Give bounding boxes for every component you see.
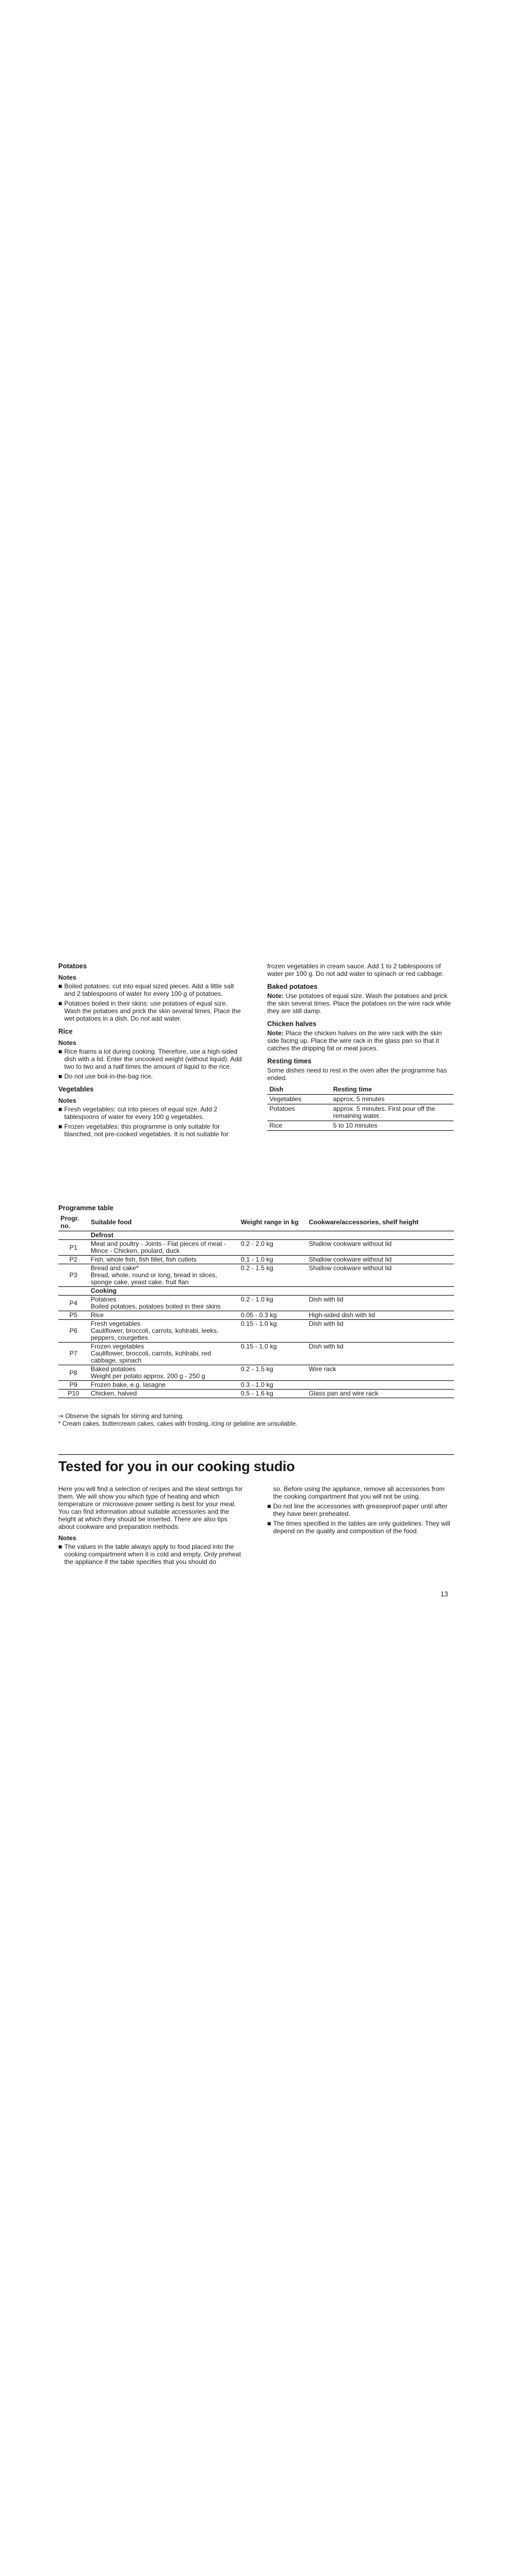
section-label: Defrost: [89, 1231, 454, 1240]
list-item: ■ Do not line the accessories with greaseproof paper until after they have been preheated.: [267, 1502, 448, 1518]
vegetables-notes-list: [58, 1105, 245, 1138]
table-cell: 5 to 10 minutes: [331, 1121, 453, 1131]
list-item: ■ The values in the table always apply to food placed into the cooking compartment when it is cold and empty. Only preheat the appliance if the table specifies that you should do: [58, 1543, 241, 1566]
table-cell: 0.2 - 1.0 kg: [239, 1296, 307, 1311]
table-cell: Vegetables: [267, 1095, 331, 1104]
potatoes-notes-heading: Notes: [58, 974, 77, 981]
programme-table-body: [58, 1231, 454, 1398]
table-row: [58, 1296, 454, 1311]
table-section-row: [58, 1231, 454, 1240]
table-cell: 0.5 - 1.6 kg: [239, 1390, 307, 1398]
table-cell: 0.1 - 1.0 kg: [239, 1256, 307, 1264]
table-cell: P7: [58, 1343, 89, 1365]
table-cell: 0.2 - 1.5 kg: [239, 1365, 307, 1381]
bullet-icon: ■: [58, 1073, 63, 1080]
table-cell: Meat and poultry - Joints - Flat pieces of meat - Mince - Chicken, poulard, duck: [89, 1240, 239, 1256]
table-row: [58, 1381, 454, 1390]
resting-times-heading: Resting times: [267, 1057, 311, 1065]
table-cell: Shallow cookware without lid: [307, 1256, 454, 1264]
table-cell: Frozen bake, e.g. lasagne: [89, 1381, 239, 1390]
table-cell: Dish with lid: [307, 1296, 454, 1311]
bullet-icon: ■: [58, 1123, 63, 1130]
tested-right-column: [267, 1485, 453, 1537]
table-row: [58, 1390, 454, 1398]
vegetables-heading: Vegetables: [58, 1085, 94, 1093]
tested-notes-heading: Notes: [58, 1534, 77, 1542]
bullet-icon: ■: [267, 1502, 272, 1510]
table-cell: Potatoes: [267, 1104, 331, 1121]
column-header: Suitable food: [89, 1213, 239, 1231]
table-row: [58, 1240, 454, 1256]
bullet-icon: ■: [58, 1543, 63, 1550]
table-header-row: [267, 1085, 453, 1095]
page-number: 13: [441, 1590, 448, 1598]
tested-notes-continued: so. Before using the appliance, remove all accessories from the cooking compartment that you will not be using.: [273, 1485, 445, 1500]
programme-table-title: Programme table: [58, 1204, 114, 1212]
tested-left-column: [58, 1485, 245, 1568]
left-column: [58, 962, 245, 1140]
bullet-icon: ■: [267, 1520, 272, 1527]
table-cell: approx. 5 minutes: [331, 1095, 453, 1104]
table-cell: P3: [58, 1264, 89, 1287]
list-item: ■ Do not use boil-in-the-bag rice.: [58, 1073, 153, 1080]
chicken-halves-heading: Chicken halves: [267, 1020, 317, 1028]
tested-notes-list-right: [267, 1502, 453, 1535]
rice-notes-heading: Notes: [58, 1039, 77, 1047]
table-cell: Shallow cookware without lid: [307, 1264, 454, 1287]
tested-intro: Here you will find a selection of recipes and the ideal settings for them. We will show you which type of heating and which temperature or microwave power setting is best for your meal. You can find information about suitable accessories and the height at which they should be inserted. There are also tips about cookware and preparation methods.: [58, 1485, 243, 1530]
section-title: Tested for you in our cooking studio: [58, 1458, 295, 1474]
table-row: [267, 1104, 453, 1121]
table-row: [58, 1343, 454, 1365]
potatoes-heading: Potatoes: [58, 962, 87, 970]
potatoes-notes-list: [58, 982, 245, 1022]
table-cell: [58, 1231, 89, 1240]
table-cell: High-sided dish with lid: [307, 1311, 454, 1320]
bullet-icon: ■: [58, 1000, 63, 1007]
table-cell: 0.3 - 1.0 kg: [239, 1381, 307, 1390]
table-cell: P4: [58, 1296, 89, 1311]
footnote: ⇒ Observe the signals for stirring and turning.: [58, 1413, 184, 1420]
table-cell: Shallow cookware without lid: [307, 1240, 454, 1256]
table-cell: P1: [58, 1240, 89, 1256]
resting-times-table: [267, 1085, 453, 1131]
table-cell: Rice: [267, 1121, 331, 1131]
table-row: [267, 1121, 453, 1131]
table-cell: Chicken, halved: [89, 1390, 239, 1398]
programme-table: [58, 1213, 454, 1398]
bullet-icon: ■: [58, 1048, 63, 1055]
table-row: [267, 1095, 453, 1104]
column-header: Cookware/accessories, shelf height: [307, 1213, 454, 1231]
arrow-icon: ⇒: [58, 1413, 64, 1420]
table-cell: Fresh vegetables Cauliflower, broccoli, carrots, kohlrabi, leeks, peppers, courgettes: [89, 1320, 239, 1343]
right-column: [267, 962, 453, 1131]
baked-potatoes-note: Note: Use potatoes of equal size. Wash the potatoes and prick the skin several times. Place the potatoes on the wire rack while they are still damp.: [267, 992, 451, 1015]
chicken-halves-note: Note: Place the chicken halves on the wire rack with the skin side facing up. Place the wire rack in the glass pan so that it catches the dripping fat or meat juices.: [267, 1029, 442, 1052]
table-row: [58, 1320, 454, 1343]
vegetables-notes-heading: Notes: [58, 1097, 77, 1104]
table-cell: Dish with lid: [307, 1320, 454, 1343]
table-cell: P6: [58, 1320, 89, 1343]
bullet-icon: ■: [58, 1105, 63, 1113]
table-cell: Frozen vegetables Cauliflower, broccoli, carrots, kohlrabi, red cabbage, spinach: [89, 1343, 239, 1365]
table-cell: Glass pan and wire rack: [307, 1390, 454, 1398]
vegetables-continued: frozen vegetables in cream sauce. Add 1 to 2 tablespoons of water per 100 g. Do not add water to spinach or red cabbage.: [267, 962, 444, 977]
table-cell: P10: [58, 1390, 89, 1398]
list-item: ■ Potatoes boiled in their skins: use potatoes of equal size. Wash the potatoes and prick the skin several times. Place the wet potatoes in a dish. Do not add water.: [58, 1000, 241, 1022]
table-section-row: [58, 1287, 454, 1296]
list-item: ■ Boiled potatoes: cut into equal sized pieces. Add a little salt and 2 tablespoons of water for every 100 g of potatoes.: [58, 982, 234, 997]
table-row: [58, 1264, 454, 1287]
column-header: Dish: [267, 1085, 331, 1095]
rice-heading: Rice: [58, 1028, 73, 1035]
table-header-row: [58, 1213, 454, 1231]
table-cell: [58, 1287, 89, 1296]
table-row: [58, 1256, 454, 1264]
baked-potatoes-heading: Baked potatoes: [267, 983, 318, 990]
table-row: [58, 1365, 454, 1381]
table-cell: P2: [58, 1256, 89, 1264]
footnote: * Cream cakes, buttercream cakes, cakes with frosting, icing or gelatine are unsuitable.: [58, 1421, 297, 1427]
bullet-icon: ■: [58, 982, 63, 990]
table-cell: Wire rack: [307, 1365, 454, 1381]
table-cell: 0.2 - 2.0 kg: [239, 1240, 307, 1256]
list-item: ■ Fresh vegetables: cut into pieces of equal size. Add 2 tablespoons of water for every 100 g vegetables.: [58, 1105, 218, 1121]
table-cell: approx. 5 minutes. First pour off the remaining water.: [331, 1104, 453, 1121]
table-cell: 0.15 - 1.0 kg: [239, 1343, 307, 1365]
table-cell: Baked potatoes Weight per potato approx. 200 g - 250 g: [89, 1365, 239, 1381]
list-item: ■ The times specified in the tables are only guidelines. They will depend on the quality and composition of the food.: [267, 1520, 450, 1535]
resting-times-intro: Some dishes need to rest in the oven after the programme has ended.: [267, 1067, 447, 1082]
column-header: Resting time: [331, 1085, 453, 1095]
list-item: ■ Rice foams a lot during cooking. Therefore, use a high-sided dish with a lid. Enter the uncooked weight (without liquid). Add two to two and a half times the amount of liquid to the rice.: [58, 1048, 242, 1070]
section-label: Cooking: [89, 1287, 454, 1296]
programme-footnotes: [58, 1413, 454, 1428]
table-cell: 0.15 - 1.0 kg: [239, 1320, 307, 1343]
table-cell: Bread and cake* Bread, whole, round or long, bread in slices, sponge cake, yeast cake, fruit flan: [89, 1264, 239, 1287]
table-cell: Rice: [89, 1311, 239, 1320]
table-cell: Potatoes Boiled potatoes, potatoes boiled in their skins: [89, 1296, 239, 1311]
table-cell: 0.2 - 1.5 kg: [239, 1264, 307, 1287]
list-item: ■ Frozen vegetables: this programme is only suitable for blanched, not pre-cooked vegetables. It is not suitable for: [58, 1123, 229, 1138]
table-row: [58, 1311, 454, 1320]
column-header: Progr. no.: [58, 1213, 89, 1231]
table-cell: 0.05 - 0.3 kg: [239, 1311, 307, 1320]
table-cell: Dish with lid: [307, 1343, 454, 1365]
table-cell: [307, 1381, 454, 1390]
tested-notes-list-left: [58, 1543, 245, 1566]
table-cell: P5: [58, 1311, 89, 1320]
table-cell: P8: [58, 1365, 89, 1381]
rice-notes-list: [58, 1048, 245, 1080]
section-divider: [58, 1454, 454, 1455]
column-header: Weight range in kg: [239, 1213, 307, 1231]
table-cell: P9: [58, 1381, 89, 1390]
table-cell: Fish, whole fish, fish fillet, fish cutlets: [89, 1256, 239, 1264]
